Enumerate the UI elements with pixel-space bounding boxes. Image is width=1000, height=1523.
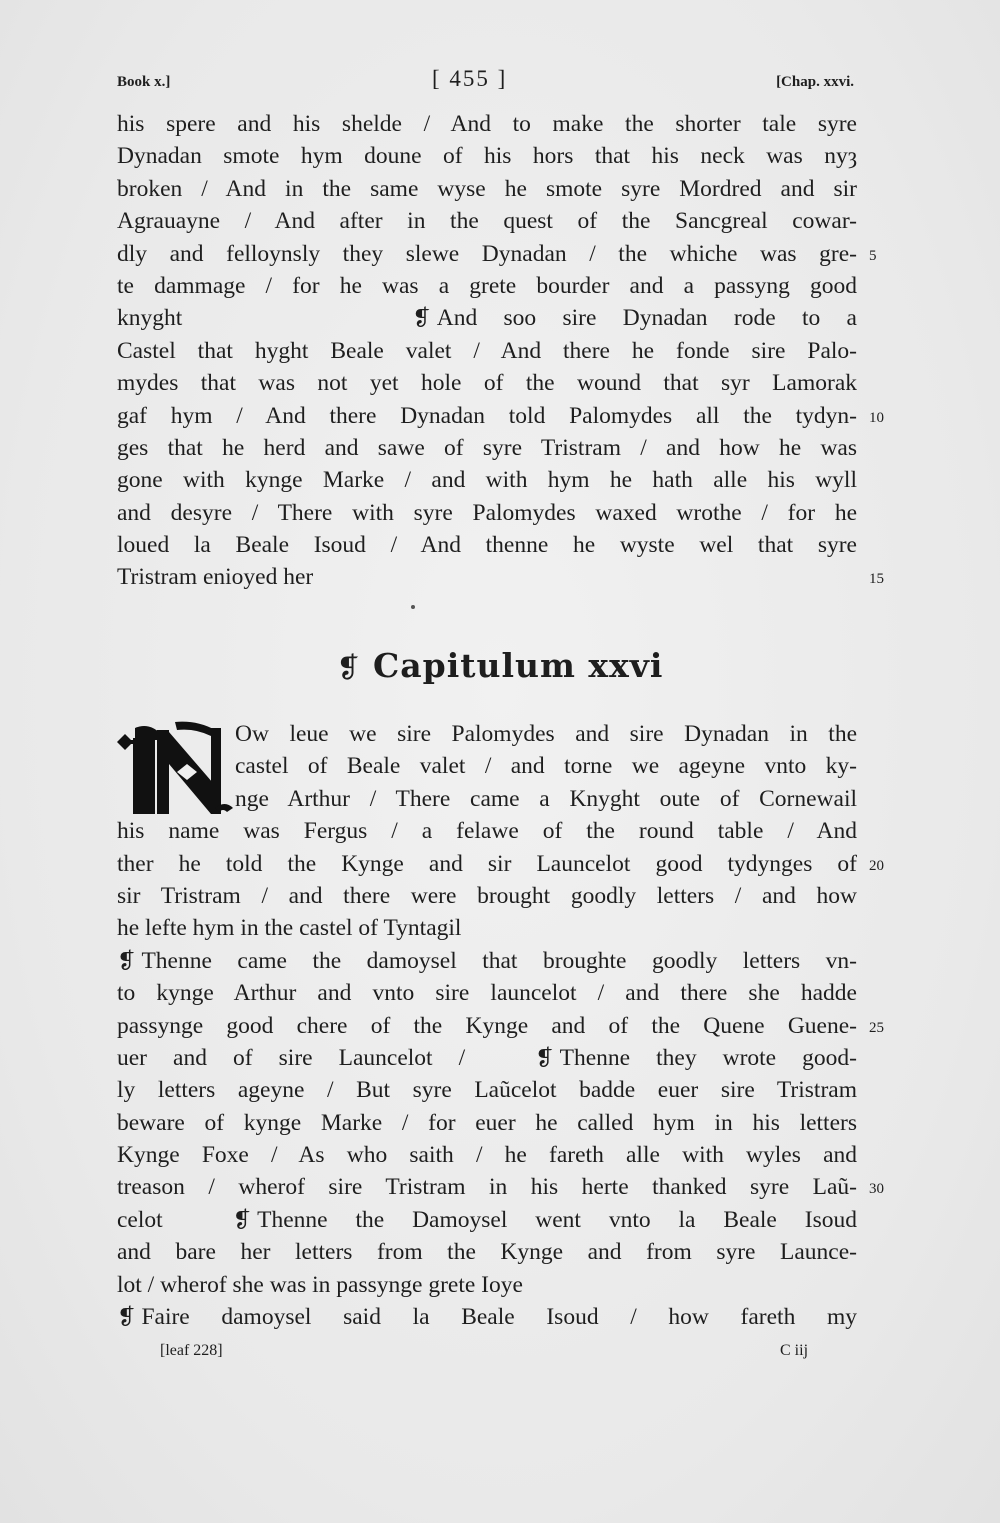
text-line: Agrauayne / And after in the quest of the Sancgreal cowar-	[117, 208, 857, 235]
text-line: broken / And in the same wyse he smote syre Mordred and sir	[117, 175, 857, 202]
text-line: his name was Fergus / a felawe of the round table / And	[117, 818, 857, 845]
text-line: gone with kynge Marke / and with hym he hath alle his wyll	[117, 467, 857, 494]
pilcrow-icon: ❡	[232, 1207, 252, 1233]
text-line: and desyre / There with syre Palomydes waxed wrothe / for he	[117, 499, 857, 526]
text-line: treason / wherof sire Tristram in his herte thanked syre Laũ- 30	[117, 1171, 857, 1203]
text-line: gaf hym / And there Dynadan told Palomydes all the tydyn- 10	[117, 400, 857, 432]
text-line: nge Arthur / There came a Knyght oute of Cornewail	[235, 785, 857, 812]
text-line: ges that he herd and sawe of syre Tristram / and how he was	[117, 434, 857, 461]
page-footer	[0, 1342, 1000, 1366]
text-line: knyght ❡ And soo sire Dynadan rode to a	[117, 305, 857, 332]
text-line: castel of Beale valet / and torne we ageyne vnto ky-	[235, 753, 857, 780]
text-line: te dammage / for he was a grete bourder and a passyng good	[117, 272, 857, 299]
text-line: he lefte hym in the castel of Tyntagil	[117, 915, 462, 942]
chapter-heading	[0, 646, 1000, 685]
text-line: mydes that was not yet hole of the wound that syr Lamorak	[117, 370, 857, 397]
body-text-chapter	[117, 718, 884, 1333]
text-line: Dynadan smote hym doune of his hors that his neck was nyȝ	[117, 143, 857, 170]
text-line: and bare her letters from the Kynge and from syre Launce-	[117, 1239, 857, 1266]
page-number: [ 455 ]	[432, 66, 508, 91]
text-line: Ow leue we sire Palomydes and sire Dynadan in the	[235, 721, 857, 747]
pilcrow-icon: ❡	[117, 948, 136, 974]
signature-mark: C iij	[780, 1342, 809, 1359]
pilcrow-icon: ❡	[117, 1305, 136, 1331]
text-line: Kynge Foxe / As who saith / he fareth alle with wyles and	[117, 1142, 857, 1169]
line-number: 5	[869, 247, 877, 264]
text-line: passynge good chere of the Kynge and of the Quene Guene- 25	[117, 1010, 857, 1042]
running-head	[0, 66, 1000, 96]
line-number: 25	[869, 1019, 884, 1036]
text-line: Castel that hyght Beale valet / And there he fonde sire Palo-	[117, 337, 857, 364]
text-line: to kynge Arthur and vnto sire launcelot / and there she hadde	[117, 980, 857, 1007]
text-line: dly and felloynsly they slewe Dynadan / the whiche was gre- 5	[117, 238, 857, 270]
line-number: 15	[869, 571, 884, 588]
line-number: 30	[869, 1181, 884, 1198]
running-head-book: Book x.]	[117, 74, 171, 90]
text-line: loued la Beale Isoud / And thenne he wyste wel that syre	[117, 532, 857, 559]
pilcrow-icon: ❡	[412, 306, 431, 332]
chapter-title: Capitulum xxvi	[372, 646, 664, 685]
text-line: ❡ Faire damoysel said la Beale Isoud / how fareth my	[117, 1304, 857, 1331]
line-number: 20	[869, 857, 884, 874]
line-number: 10	[869, 409, 884, 426]
stray-mark	[411, 605, 415, 609]
text-line: beware of kynge Marke / for euer he called hym in his letters	[117, 1109, 857, 1136]
pilcrow-icon: ❡	[535, 1045, 554, 1071]
text-line: ❡ Thenne came the damoysel that broughte goodly letters vn-	[117, 947, 857, 974]
text-line: celot ❡ Thenne the Damoysel went vnto la Beale Isoud	[117, 1206, 857, 1233]
text-line: lot / wherof she was in passynge grete Ioye	[117, 1271, 523, 1298]
pilcrow-icon: ❡	[336, 651, 361, 684]
text-line: ther he told the Kynge and sir Launcelot good tydynges of 20	[117, 848, 857, 880]
leaf-number: [leaf 228]	[160, 1342, 223, 1359]
text-line: ly letters ageyne / But syre Laũcelot badde euer sire Tristram	[117, 1077, 857, 1104]
text-line: his spere and his shelde / And to make the shorter tale syre	[117, 111, 857, 137]
running-head-chapter: [Chap. xxvi.	[776, 74, 854, 90]
body-text-top	[117, 108, 884, 594]
text-line: uer and of sire Launcelot / ❡ Thenne they wrote good-	[117, 1044, 857, 1071]
text-line: Tristram enioyed her 15	[117, 561, 857, 593]
text-line: sir Tristram / and there were brought goodly letters / and how	[117, 882, 857, 909]
